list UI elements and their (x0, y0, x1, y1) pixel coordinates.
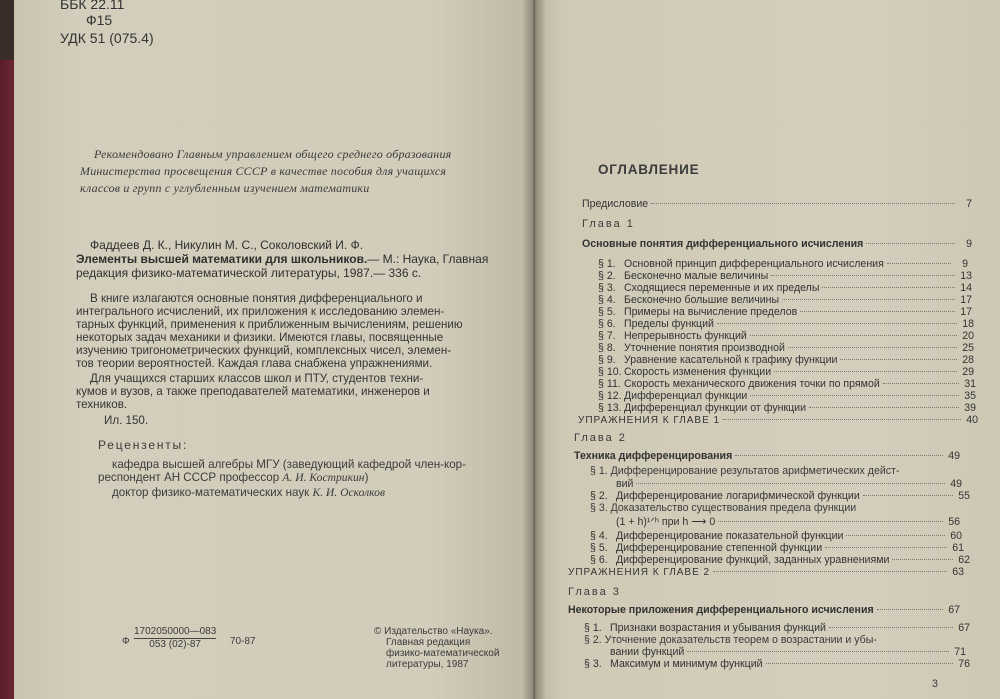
copyright-line-1: © Издательство «Наука». (374, 626, 493, 637)
section-label: вий (616, 478, 634, 490)
section-page: 25 (962, 342, 974, 354)
toc-dots (651, 203, 955, 204)
section-page: 60 (950, 530, 962, 542)
section-label: Признаки возрастания и убывания функций (610, 622, 826, 634)
section-label: Примеры на вычисление пределов (624, 306, 798, 318)
section-label: Уравнение касательной к графику функции (624, 354, 838, 366)
section-page: 61 (952, 542, 964, 554)
annotation-line-8: кумов и вузов, а также преподавателей математики, инженеров и (76, 385, 430, 398)
chapter-1-title (582, 238, 972, 250)
toc-ch1-s12 (598, 390, 976, 402)
section-number: § 3. (598, 282, 616, 294)
section-label: Бесконечно большие величины (624, 294, 780, 306)
left-page (14, 0, 534, 699)
section-label: Дифференциал функции (624, 390, 748, 402)
section-label: Дифференцирование степенной функции (616, 542, 823, 554)
section-page: 55 (958, 490, 970, 502)
section-label: Уточнение понятия производной (624, 342, 785, 354)
chapter-3-heading: Глава 3 (568, 586, 621, 598)
exercises-page: 40 (966, 414, 978, 426)
section-page: 71 (954, 646, 966, 658)
toc-ch3-s2-line1: § 2. Уточнение доказательств теорем о возрастании и убы- (584, 634, 877, 646)
section-number: § 1. (584, 622, 602, 634)
fraction-numerator: 1702050000—083 (134, 626, 217, 637)
section-page: 35 (964, 390, 976, 402)
section-page: 39 (964, 402, 976, 414)
chapter-3-title-page: 67 (948, 604, 960, 616)
toc-ch2-s6 (590, 554, 970, 566)
toc-dots (735, 455, 943, 456)
section-number: § 4. (598, 294, 616, 306)
section-number: § 4. (590, 530, 608, 542)
toc-dots (846, 535, 945, 536)
section-label: Основной принцип дифференциального исчисления (624, 258, 884, 270)
toc-dots (687, 651, 949, 652)
section-label: Максимум и минимум функций (610, 658, 763, 670)
toc-dots (766, 663, 953, 664)
section-label: Дифференцирование функций, заданных уравнениями (616, 554, 890, 566)
chapter-2-title (574, 450, 960, 462)
toc-ch2-s3-line1: § 3. Доказательство существования предела функции (590, 502, 857, 514)
toc-dots (840, 359, 957, 360)
copyright-line-3: физико-математической (386, 648, 500, 659)
toc-ch2-s1-line2 (616, 478, 962, 490)
reviewer-2-name: К. И. Осколков (312, 486, 385, 499)
copyright-line-2: Главная редакция (386, 637, 471, 648)
section-page: 17 (960, 294, 972, 306)
chapter-2-title-page: 49 (948, 450, 960, 462)
annotation-line-1: В книге излагаются основные понятия дифференциального и (90, 292, 423, 305)
toc-title: ОГЛАВЛЕНИЕ (598, 162, 700, 177)
toc-dots (723, 419, 961, 420)
toc-dots (822, 287, 955, 288)
section-page: 49 (950, 478, 962, 490)
book-gutter (522, 0, 546, 699)
section-number: § 10. (598, 366, 622, 378)
annotation-line-7: Для учащихся старших классов школ и ПТУ, студентов техни- (90, 372, 424, 385)
toc-ch1-s5 (598, 306, 972, 318)
section-page: 14 (960, 282, 972, 294)
chapter-1-title-page: 9 (966, 238, 972, 250)
toc-dots (866, 243, 955, 244)
toc-dots (829, 627, 953, 628)
section-page: 17 (960, 306, 972, 318)
section-label: Непрерывность функций (624, 330, 747, 342)
annotation-line-3: тарных функций, применения к приближенным вычислениям, решению (76, 318, 463, 331)
annotation-line-9: техников. (76, 398, 128, 411)
udk-code: УДК 51 (075.4) (60, 30, 154, 46)
toc-dots (800, 311, 955, 312)
fraction-denominator: 053 (02)-87 (149, 639, 201, 650)
section-label: Скорость изменения функции (624, 366, 772, 378)
toc-dots (750, 395, 959, 396)
section-label: Скорость механического движения точки по прямой (624, 378, 880, 390)
toc-dots (771, 275, 955, 276)
toc-ch1-s3 (598, 282, 972, 294)
section-page: 56 (948, 516, 960, 528)
toc-ch1-s13 (598, 402, 976, 414)
toc-ch1-s10 (598, 366, 974, 378)
section-number: § 2. (590, 490, 608, 502)
section-number: § 8. (598, 342, 616, 354)
toc-dots (883, 383, 959, 384)
section-number: § 5. (598, 306, 616, 318)
section-label: вании функций (610, 646, 685, 658)
toc-ch2-s1-line1: § 1. Дифференцирование результатов арифметических дейст- (590, 465, 900, 477)
toc-dots (717, 323, 957, 324)
chapter-3-title-label: Некоторые приложения дифференциального исчисления (568, 604, 874, 616)
section-label: (1 + h)¹ᐟʰ при h ⟶ 0 (616, 516, 716, 528)
annotation-line-6: тов теории вероятностей. Каждая глава снабжена упражнениями. (76, 357, 433, 370)
recommendation-line-3: классов и групп с углубленным изучением математики (80, 181, 370, 195)
exercises-page: 63 (952, 566, 964, 578)
reviewer-1-line-1: кафедра высшей алгебры МГУ (заведующий кафедрой член-кор- (112, 458, 466, 471)
reviewers-title: Рецензенты: (98, 438, 189, 452)
toc-dots (788, 347, 957, 348)
toc-ch2-s3-line2 (616, 516, 960, 528)
page-number: 3 (932, 678, 938, 690)
section-page: 28 (962, 354, 974, 366)
toc-dots (877, 609, 943, 610)
toc-dots (750, 335, 957, 336)
reviewer-1-prefix: респондент АН СССР профессор (98, 471, 283, 484)
toc-dots (636, 483, 945, 484)
toc-ch2-s5 (590, 542, 964, 554)
toc-ch2-s4 (590, 530, 962, 542)
toc-dots (713, 571, 947, 572)
exercises-label: УПРАЖНЕНИЯ К ГЛАВЕ 1 (578, 415, 721, 426)
reviewer-1-name: А. И. Кострикин (282, 471, 365, 484)
toc-dots (718, 521, 943, 522)
section-page: 13 (960, 270, 972, 282)
section-page: 18 (962, 318, 974, 330)
toc-ch1-s4 (598, 294, 972, 306)
toc-ch1-s7 (598, 330, 974, 342)
toc-dots (825, 547, 947, 548)
toc-ch3-s2-line2 (610, 646, 966, 658)
section-number: § 11. (598, 378, 621, 390)
price-fraction (134, 626, 216, 650)
section-label: Дифференцирование логарифмической функции (616, 490, 860, 502)
toc-ch1-s2 (598, 270, 972, 282)
recommendation-line-1: Рекомендовано Главным управлением общего среднего образования (94, 147, 452, 161)
toc-dots (863, 495, 953, 496)
section-page: 76 (958, 658, 970, 670)
section-label: Дифференциал функции от функции (624, 402, 807, 414)
section-label: Сходящиеся переменные и их пределы (624, 282, 820, 294)
biblio-title: Элементы высшей математики для школьников. (76, 252, 368, 266)
biblio-authors: Фаддеев Д. К., Никулин М. С., Соколовский И. Ф. (90, 238, 364, 252)
section-number: § 1. (598, 258, 616, 270)
toc-ch2-s2 (590, 490, 970, 502)
copyright-line-4: литературы, 1987 (386, 659, 469, 670)
chapter-2-title-label: Техника дифференцирования (574, 450, 733, 462)
section-label: Бесконечно малые величины (624, 270, 769, 282)
section-number: § 7. (598, 330, 616, 342)
reviewer-1-suffix: ) (364, 471, 369, 484)
section-number: § 6. (598, 318, 616, 330)
section-page: 9 (962, 258, 968, 270)
toc-dots (782, 299, 955, 300)
toc-dots (892, 559, 953, 560)
biblio-publisher: — М.: Наука, Главная (367, 252, 489, 266)
bbk-code: ББК 22.11 (60, 0, 125, 12)
reviewer-2 (112, 486, 385, 499)
toc-ch1-s9 (598, 354, 974, 366)
chapter-1-title-label: Основные понятия дифференциального исчисления (582, 238, 864, 250)
toc-ch3-s3 (584, 658, 970, 670)
toc-preface-label: Предисловие (582, 198, 649, 210)
toc-ch2-exercises (568, 566, 964, 579)
toc-preface (582, 198, 972, 210)
section-label: Пределы функций (624, 318, 714, 330)
toc-dots (887, 263, 951, 264)
toc-ch1-s11 (598, 378, 976, 390)
section-page: 62 (958, 554, 970, 566)
fraction-suffix: 70-87 (230, 636, 256, 647)
chapter-2-heading: Глава 2 (574, 432, 627, 444)
annotation-line-4: некоторых задач механики и физики. Имеются главы, посвященные (76, 331, 444, 344)
section-number: § 6. (590, 554, 608, 566)
section-page: 31 (964, 378, 976, 390)
annotation-line-5: изучению тригонометрических функций, комплексных чисел, элемен- (76, 344, 452, 357)
section-page: 20 (962, 330, 974, 342)
toc-ch1-s6 (598, 318, 974, 330)
section-page: 67 (958, 622, 970, 634)
toc-ch1-s1 (598, 258, 968, 270)
annotation-line-2: интегрального исчислений, их приложения к исследованию элемен- (76, 305, 445, 318)
chapter-1-heading: Глава 1 (582, 218, 635, 230)
toc-ch1-exercises (578, 414, 978, 427)
f-letter: Ф (122, 636, 130, 647)
section-page: 29 (962, 366, 974, 378)
right-page (534, 0, 1000, 699)
biblio-imprint: редакция физико-математической литературы, 1987.— 336 с. (76, 266, 422, 280)
section-label: Дифференцирование показательной функции (616, 530, 844, 542)
toc-ch1-s8 (598, 342, 974, 354)
toc-ch3-s1 (584, 622, 970, 634)
chapter-3-title (568, 604, 960, 616)
reviewer-1-line-2 (98, 471, 368, 484)
section-number: § 9. (598, 354, 616, 366)
toc-dots (774, 371, 957, 372)
section-number: § 13. (598, 402, 622, 414)
section-number: § 3. (584, 658, 602, 670)
section-number: § 12. (598, 390, 622, 402)
toc-dots (809, 407, 959, 408)
biblio-title-line (76, 252, 488, 266)
toc-preface-page: 7 (966, 198, 972, 210)
illustrations-count: Ил. 150. (104, 414, 149, 427)
exercises-label: УПРАЖНЕНИЯ К ГЛАВЕ 2 (568, 567, 711, 578)
section-number: § 2. (598, 270, 616, 282)
section-number: § 5. (590, 542, 608, 554)
reviewer-2-prefix: доктор физико-математических наук (112, 486, 313, 499)
recommendation-line-2: Министерства просвещения СССР в качестве пособия для учащихся (80, 164, 447, 178)
f15-code: Ф15 (86, 12, 113, 28)
